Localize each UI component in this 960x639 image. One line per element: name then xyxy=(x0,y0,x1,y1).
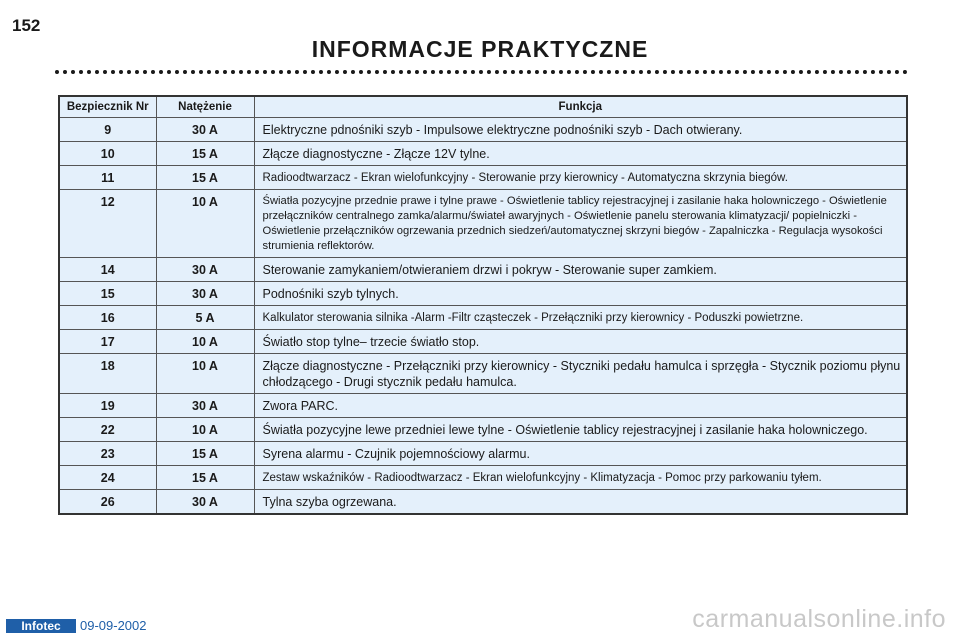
fuse-function: Zwora PARC. xyxy=(254,394,907,418)
fuse-function: Podnośniki szyb tylnych. xyxy=(254,282,907,306)
fuse-function: Światła pozycyjne przednie prawe i tylne prawe - Oświetlenie tablicy rejestracyjnej i zasilanie haka holowniczego - Oświetlenie przełączników centralnego zamka/alarmu/świateł awaryjnych - Oświetlenie panelu sterowania klimatyzacji/ popielniczki - Oświetlenie przełączników ogrzewania przednich siedzeń/automatycznej skrzyni biegów - Zapalniczka - Regulacja wysokości strumienia reflektorów. xyxy=(254,190,907,258)
page-number: 152 xyxy=(12,16,41,35)
fuse-table xyxy=(58,95,908,515)
fuse-number: 16 xyxy=(59,306,156,330)
fuse-amperage: 15 A xyxy=(156,466,254,490)
fuse-number: 11 xyxy=(59,166,156,190)
table-row xyxy=(59,306,907,330)
fuse-amperage: 30 A xyxy=(156,394,254,418)
table-row xyxy=(59,354,907,394)
fuse-number: 22 xyxy=(59,418,156,442)
fuse-function: Światło stop tylne– trzecie światło stop. xyxy=(254,330,907,354)
fuse-amperage: 15 A xyxy=(156,442,254,466)
fuse-amperage: 5 A xyxy=(156,306,254,330)
table-header-row xyxy=(59,96,907,118)
header-amperage: Natężenie xyxy=(156,96,254,118)
table-row xyxy=(59,166,907,190)
fuse-amperage: 15 A xyxy=(156,142,254,166)
fuse-function: Syrena alarmu - Czujnik pojemnościowy alarmu. xyxy=(254,442,907,466)
fuse-amperage: 10 A xyxy=(156,330,254,354)
fuse-amperage: 30 A xyxy=(156,282,254,306)
table-row xyxy=(59,282,907,306)
fuse-function: Sterowanie zamykaniem/otwieraniem drzwi i pokryw - Sterowanie super zamkiem. xyxy=(254,258,907,282)
watermark: carmanualsonline.info xyxy=(692,605,946,633)
fuse-function: Kalkulator sterowania silnika -Alarm -Filtr cząsteczek - Przełączniki przy kierownicy - Poduszki powietrzne. xyxy=(254,306,907,330)
table-row xyxy=(59,466,907,490)
table-row xyxy=(59,258,907,282)
fuse-number: 9 xyxy=(59,118,156,142)
fuse-number: 18 xyxy=(59,354,156,394)
fuse-amperage: 10 A xyxy=(156,354,254,394)
infotec-logo: Infotec xyxy=(6,619,76,633)
fuse-number: 24 xyxy=(59,466,156,490)
fuse-number: 17 xyxy=(59,330,156,354)
table-row xyxy=(59,490,907,515)
table-row xyxy=(59,118,907,142)
dotted-divider xyxy=(55,70,908,74)
fuse-number: 10 xyxy=(59,142,156,166)
fuse-number: 14 xyxy=(59,258,156,282)
fuse-function: Tylna szyba ogrzewana. xyxy=(254,490,907,515)
fuse-number: 15 xyxy=(59,282,156,306)
fuse-amperage: 30 A xyxy=(156,490,254,515)
fuse-amperage: 15 A xyxy=(156,166,254,190)
fuse-number: 19 xyxy=(59,394,156,418)
fuse-number: 23 xyxy=(59,442,156,466)
table-row xyxy=(59,442,907,466)
fuse-function: Złącze diagnostyczne - Przełączniki przy kierownicy - Styczniki pedału hamulca i sprzęgła - Stycznik poziomu płynu chłodzącego - Drugi stycznik pedału hamulca. xyxy=(254,354,907,394)
fuse-number: 12 xyxy=(59,190,156,258)
footer-date: 09-09-2002 xyxy=(80,618,147,633)
fuse-amperage: 30 A xyxy=(156,258,254,282)
fuse-function: Światła pozycyjne lewe przedniei lewe tylne - Oświetlenie tablicy rejestracyjnej i zasilanie haka holowniczego. xyxy=(254,418,907,442)
header-fuse-number: Bezpiecznik Nr xyxy=(59,96,156,118)
page-title: INFORMACJE PRAKTYCZNE xyxy=(311,36,649,62)
fuse-function: Elektryczne pdnośniki szyb - Impulsowe elektryczne podnośniki szyb - Dach otwierany. xyxy=(254,118,907,142)
table-row xyxy=(59,142,907,166)
fuse-amperage: 10 A xyxy=(156,190,254,258)
table-row xyxy=(59,394,907,418)
table-row xyxy=(59,330,907,354)
fuse-amperage: 30 A xyxy=(156,118,254,142)
table-row xyxy=(59,418,907,442)
table-row xyxy=(59,190,907,258)
header-function: Funkcja xyxy=(254,96,907,118)
fuse-function: Zestaw wskaźników - Radioodtwarzacz - Ekran wielofunkcyjny - Klimatyzacja - Pomoc przy parkowaniu tyłem. xyxy=(254,466,907,490)
fuse-function: Złącze diagnostyczne - Złącze 12V tylne. xyxy=(254,142,907,166)
fuse-function: Radioodtwarzacz - Ekran wielofunkcyjny - Sterowanie przy kierownicy - Automatyczna skrzynia biegów. xyxy=(254,166,907,190)
fuse-number: 26 xyxy=(59,490,156,515)
fuse-amperage: 10 A xyxy=(156,418,254,442)
